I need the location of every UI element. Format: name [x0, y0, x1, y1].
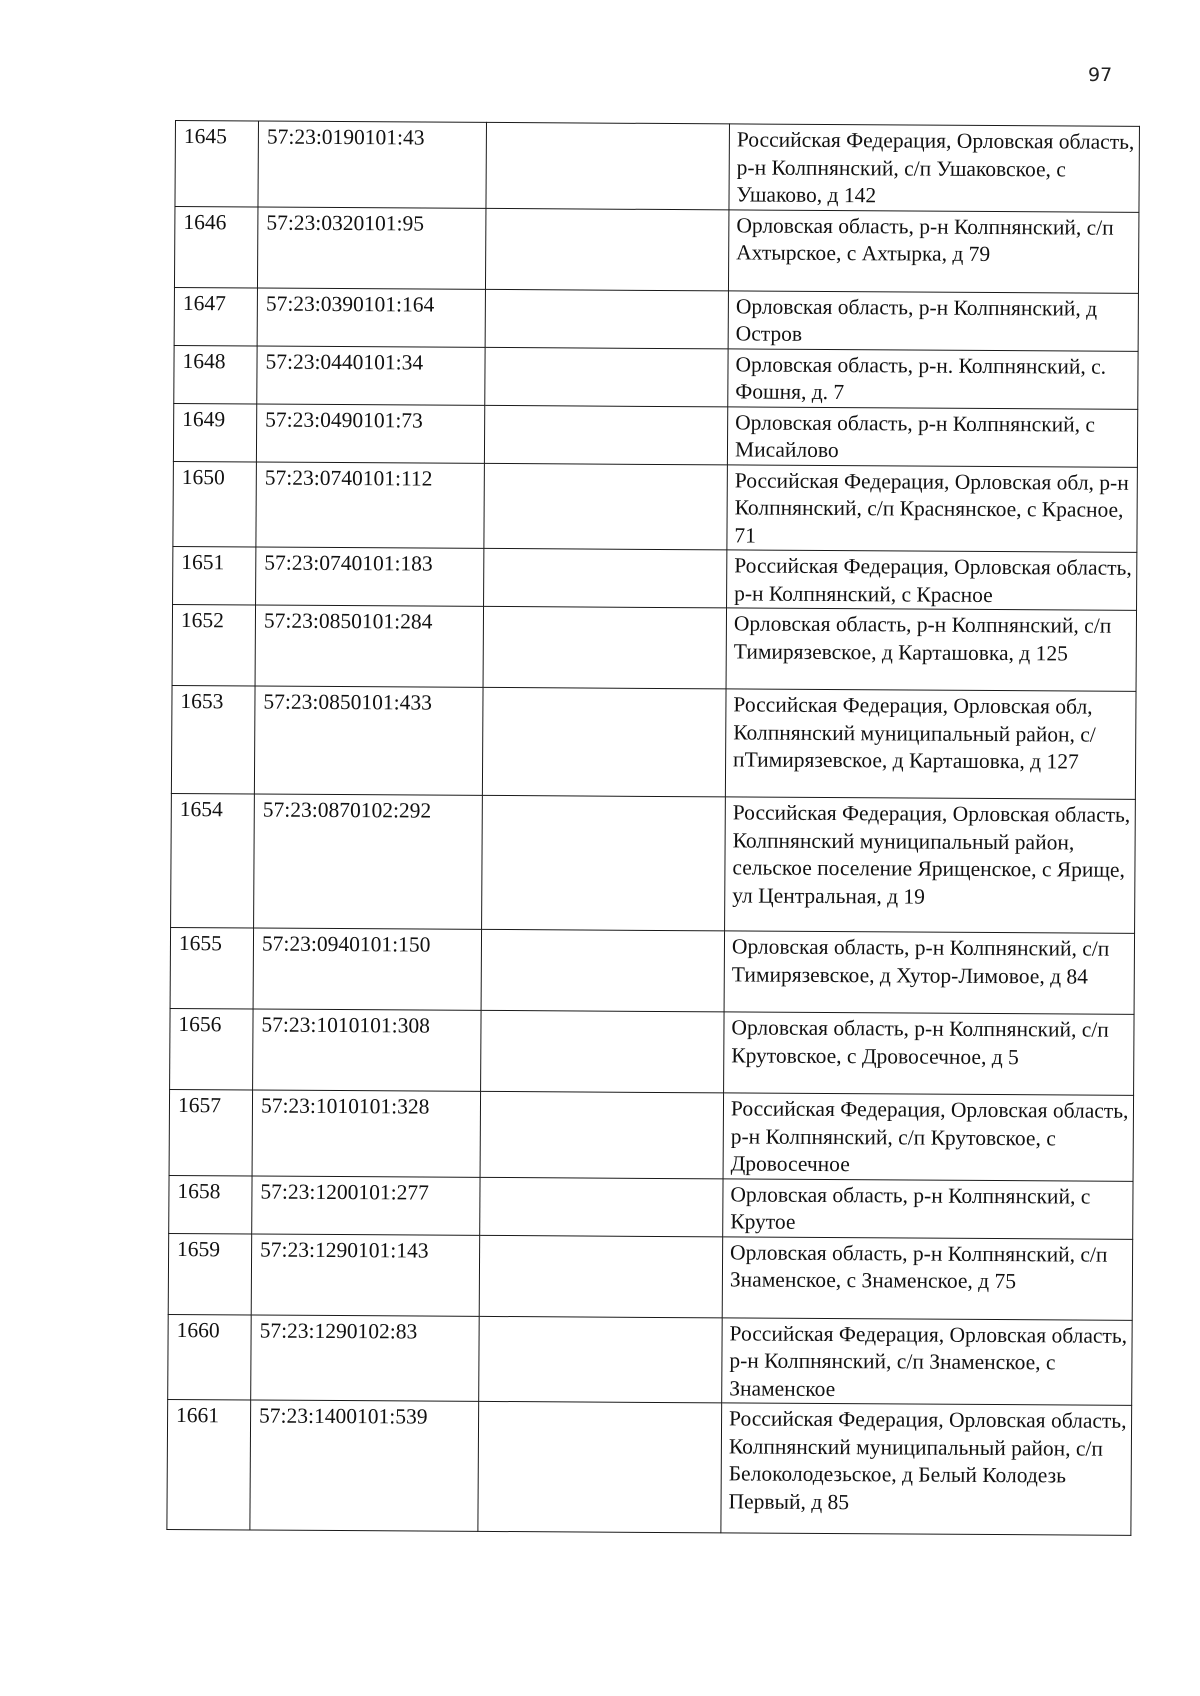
cadastral-number-cell: 57:23:0490101:73 — [256, 404, 484, 463]
cadastral-number-cell: 57:23:1010101:328 — [252, 1090, 481, 1177]
row-number-cell: 1654 — [171, 793, 255, 928]
table-row — [172, 604, 1136, 691]
empty-cell — [480, 1091, 724, 1178]
address-cell: Орловская область, р-н Колпнянский, с Мисайлово — [727, 406, 1137, 467]
empty-cell — [484, 548, 727, 607]
address-cell: Орловская область, р-н Колпнянский, с/п Тимирязевское, д Карташовка, д 125 — [726, 608, 1136, 692]
table-row — [169, 1089, 1134, 1180]
table-body — [167, 121, 1140, 1536]
cadastral-number-cell: 57:23:1010101:308 — [253, 1009, 481, 1091]
row-number-cell: 1659 — [168, 1233, 251, 1315]
table-row — [174, 287, 1138, 351]
address-cell: Российская Федерация, Орловская область, р-н Колпнянский, с/п Ушаковское, с Ушаково, д 142 — [729, 124, 1140, 212]
cadastral-number-cell: 57:23:0850101:284 — [255, 605, 483, 687]
cadastral-number-cell: 57:23:0440101:34 — [257, 346, 485, 405]
cadastral-number-cell: 57:23:0190101:43 — [258, 121, 487, 208]
cadastral-number-cell: 57:23:0390101:164 — [257, 288, 485, 347]
row-number-cell: 1648 — [174, 345, 257, 404]
table-row — [168, 1314, 1133, 1405]
row-number-cell: 1645 — [175, 121, 259, 207]
cadastral-number-cell: 57:23:0850101:433 — [254, 686, 483, 795]
registry-table — [166, 120, 1140, 1536]
empty-cell — [485, 289, 728, 348]
empty-cell — [481, 1010, 724, 1092]
address-cell: Орловская область, р-н Колпнянский, с/п Знаменское, с Знаменское, д 75 — [722, 1236, 1132, 1320]
address-cell: Российская Федерация, Орловская область, р-н Колпнянский, с Красное — [727, 550, 1137, 611]
empty-cell — [478, 1401, 722, 1532]
cadastral-number-cell: 57:23:1290102:83 — [251, 1314, 480, 1401]
table-row — [174, 206, 1138, 293]
address-cell: Российская Федерация, Орловская область, р-н Колпнянский, с/п Знаменское, с Знаменское — [722, 1317, 1133, 1405]
address-cell: Орловская область, р-н. Колпнянский, с. Фошня, д. 7 — [728, 348, 1138, 409]
address-cell: Российская Федерация, Орловская обл, р-н Колпнянский, с/п Краснянское, с Красное, 71 — [727, 464, 1138, 552]
table-row — [173, 403, 1137, 467]
empty-cell — [484, 463, 728, 550]
table-row — [173, 461, 1138, 552]
cadastral-number-cell: 57:23:1200101:277 — [252, 1175, 480, 1234]
table-row — [175, 121, 1140, 212]
row-number-cell: 1661 — [167, 1399, 251, 1530]
empty-cell — [485, 208, 728, 290]
address-cell: Орловская область, р-н Колпнянский, с Крутое — [723, 1178, 1133, 1239]
cadastral-number-cell: 57:23:0740101:183 — [256, 547, 484, 606]
row-number-cell: 1646 — [174, 206, 257, 288]
empty-cell — [479, 1316, 723, 1403]
empty-cell — [483, 606, 726, 688]
cadastral-number-cell: 57:23:1400101:539 — [250, 1400, 479, 1531]
row-number-cell: 1657 — [169, 1089, 253, 1175]
table-row — [173, 546, 1137, 610]
table-row — [167, 1399, 1132, 1535]
row-number-cell: 1653 — [171, 685, 255, 794]
empty-cell — [482, 687, 726, 796]
empty-cell — [482, 795, 726, 930]
address-cell: Российская Федерация, Орловская область, Колпнянский муниципальный район, сельское поселение Ярищенское, с Ярище, ул Центральная, д 19 — [725, 797, 1136, 934]
row-number-cell: 1658 — [169, 1175, 252, 1234]
address-cell: Российская Федерация, Орловская область, Колпнянский муниципальный район, с/п Белоколодезьское, д Белый Колодезь Первый, д 85 — [721, 1403, 1132, 1536]
row-number-cell: 1651 — [173, 546, 256, 605]
empty-cell — [484, 405, 727, 464]
table-row — [174, 345, 1138, 409]
empty-cell — [485, 347, 728, 406]
table-row — [171, 793, 1136, 933]
cadastral-number-cell: 57:23:0940101:150 — [253, 928, 481, 1010]
table-row — [170, 927, 1134, 1014]
table-row — [171, 685, 1136, 799]
row-number-cell: 1650 — [173, 461, 257, 547]
table-row — [170, 1008, 1134, 1095]
address-cell: Орловская область, р-н Колпнянский, с/п Тимирязевское, д Хутор-Лимовое, д 84 — [724, 931, 1134, 1015]
row-number-cell: 1652 — [172, 604, 255, 686]
address-cell: Орловская область, р-н Колпнянский, д Остров — [728, 290, 1138, 351]
address-cell: Российская Федерация, Орловская область, р-н Колпнянский, с/п Крутовское, с Дровосечное — [723, 1093, 1134, 1181]
empty-cell — [486, 122, 730, 209]
table-row — [168, 1233, 1132, 1320]
empty-cell — [481, 929, 724, 1011]
empty-cell — [479, 1235, 722, 1317]
address-cell: Орловская область, р-н Колпнянский, с/п Ахтырское, с Ахтырка, д 79 — [728, 209, 1138, 293]
row-number-cell: 1656 — [170, 1008, 253, 1090]
row-number-cell: 1660 — [168, 1314, 252, 1400]
empty-cell — [480, 1177, 723, 1236]
row-number-cell: 1655 — [170, 927, 253, 1009]
table-row — [169, 1175, 1133, 1239]
cadastral-number-cell: 57:23:0320101:95 — [257, 207, 485, 289]
row-number-cell: 1647 — [174, 287, 257, 346]
address-cell: Российская Федерация, Орловская обл, Колпнянский муниципальный район, с/пТимирязевское, д Карташовка, д 127 — [725, 689, 1136, 800]
cadastral-number-cell: 57:23:1290101:143 — [251, 1233, 479, 1315]
cadastral-number-cell: 57:23:0870102:292 — [254, 794, 483, 929]
address-cell: Орловская область, р-н Колпнянский, с/п Крутовское, с Дровосечное, д 5 — [724, 1012, 1134, 1096]
page-number: 97 — [1088, 64, 1113, 86]
row-number-cell: 1649 — [173, 403, 256, 462]
cadastral-number-cell: 57:23:0740101:112 — [256, 462, 485, 549]
